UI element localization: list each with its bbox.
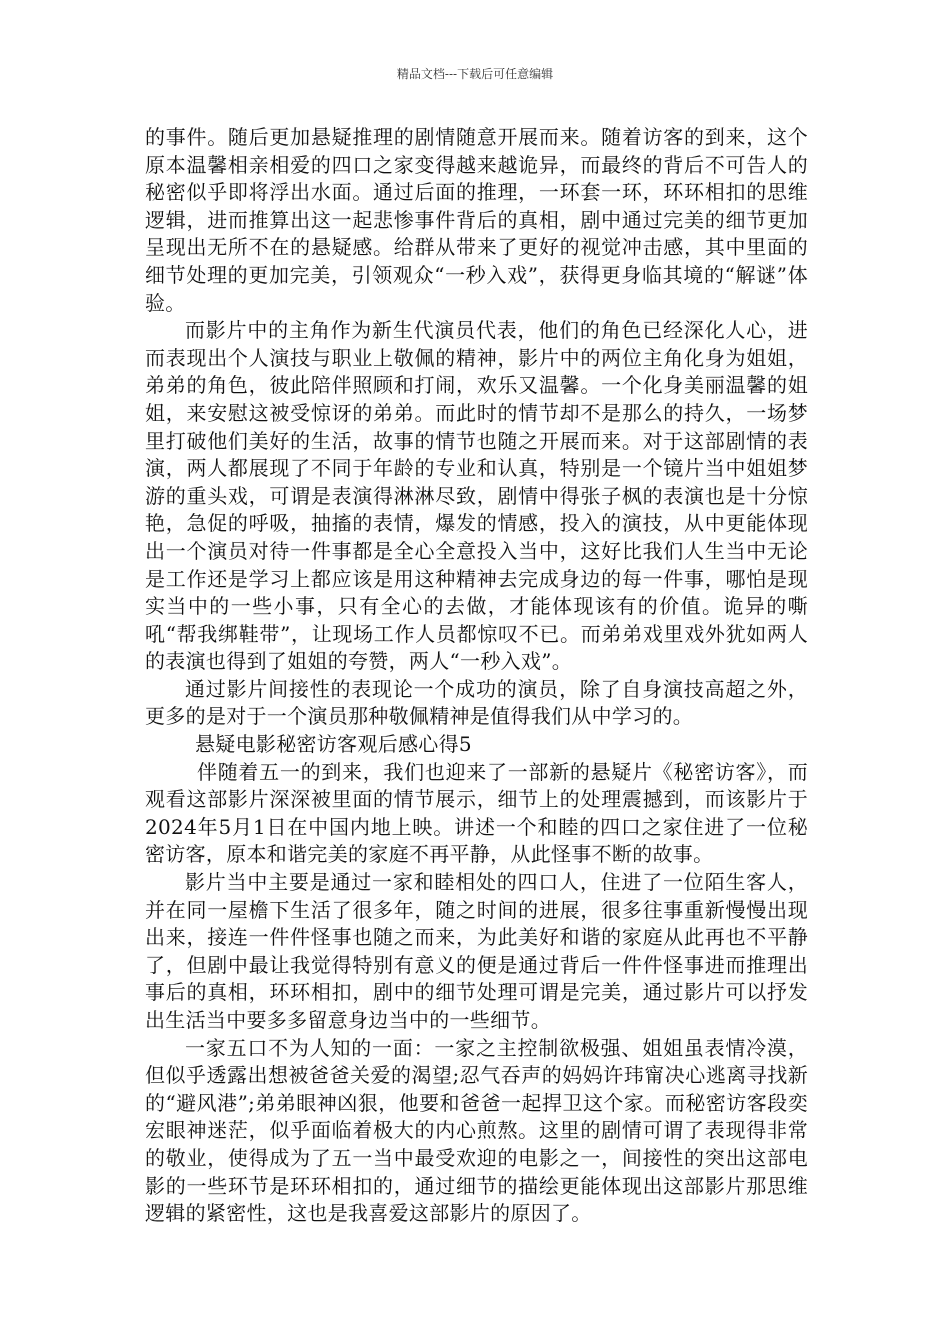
paragraph-plot: 影片当中主要是通过一家和睦相处的四口人，住进了一位陌生客人，并在同一屋檐下生活了很多年，随之时间的进展，很多往事重新慢慢出现出来，接连一件件怪事也随之而来，为此美好和谐的家庭从此再也不平静了，但剧中最让我觉得特别有意义的便是通过背后一件件怪事进而推理出事后的真相，环环相扣，剧中的细节处理可谓是完美，通过影片可以抒发出生活当中要多多留意身边当中的一些细节。 bbox=[145, 870, 808, 1032]
paragraph-continuation: 的事件。随后更加悬疑推理的剧情随意开展而来。随着访客的到来，这个原本温馨相亲相爱的四口之家变得越来越诡异，而最终的背后不可告人的秘密似乎即将浮出水面。通过后面的推理，一环套一环，环环相扣的思维逻辑，进而推算出这一起悲惨事件背后的真相，剧中通过完美的细节更加呈现出无所不在的悬疑感。给群从带来了更好的视觉冲击感，其中里面的细节处理的更加完美，引领观众“一秒入戏”，获得更身临其境的“解谜”体验。 bbox=[145, 125, 808, 315]
paragraph-conclusion: 通过影片间接性的表现论一个成功的演员，除了自身演技高超之外，更多的是对于一个演员那种敬佩精神是值得我们从中学习的。 bbox=[145, 676, 808, 729]
page-header: 精品文档---下载后可任意编辑 bbox=[396, 67, 554, 81]
paragraph-intro: 伴随着五一的到来，我们也迎来了一部新的悬疑片《秘密访客》，而观看这部影片深深被里面的情节展示，细节上的处理震撼到，而该影片于2024年5月1日在中国内地上映。讲述一个和睦的四口之家住进了一位秘密访客，原本和谐完美的家庭不再平静，从此怪事不断的故事。 bbox=[145, 759, 808, 867]
paragraph-actors: 而影片中的主角作为新生代演员代表，他们的角色已经深化人心，进而表现出个人演技与职业上敬佩的精神，影片中的两位主角化身为姐姐，弟弟的角色，彼此陪伴照顾和打闹，欢乐又温馨。一个化身美丽温馨的姐姐，来安慰这被受惊讶的弟弟。而此时的情节却不是那么的持久，一场梦里打破他们美好的生活，故事的情节也随之开展而来。对于这部剧情的表演，两人都展现了不同于年龄的专业和认真，特别是一个镜片当中姐姐梦游的重头戏，可谓是表演得淋淋尽致，剧情中得张子枫的表演也是十分惊艳，急促的呼吸，抽搐的表情，爆发的情感，投入的演技，从中更能体现出一个演员对待一件事都是全心全意投入当中，这好比我们人生当中无论是工作还是学习上都应该是用这种精神去完成身边的每一件事，哪怕是现实当中的一些小事，只有全心的去做，才能体现该有的价值。诡异的嘶吼“帮我绑鞋带”，让现场工作人员都惊叹不已。而弟弟戏里戏外犹如两人的表演也得到了姐姐的夸赞，两人“一秒入戏”。 bbox=[145, 318, 808, 674]
paragraph-family: 一家五口不为人知的一面：一家之主控制欲极强、姐姐虽表情冷漠，但似乎透露出想被爸爸关爱的渴望;忍气吞声的妈妈许玮甯决心逃离寻找新的“避风港”;弟弟眼神凶狠，他要和爸爸一起捍卫这个家。而秘密访客段奕宏眼神迷茫，似乎面临着极大的内心煎熬。这里的剧情可谓了表现得非常的敬业，使得成为了五一当中最受欢迎的电影之一，间接性的突出这部电影的一些环节是环环相扣的，通过细节的描绘更能体现出这部影片那思维逻辑的紧密性，这也是我喜爱这部影片的原因了。 bbox=[145, 1035, 808, 1226]
section-heading: 悬疑电影秘密访客观后感心得5 bbox=[195, 732, 472, 757]
document-body bbox=[145, 124, 808, 1228]
